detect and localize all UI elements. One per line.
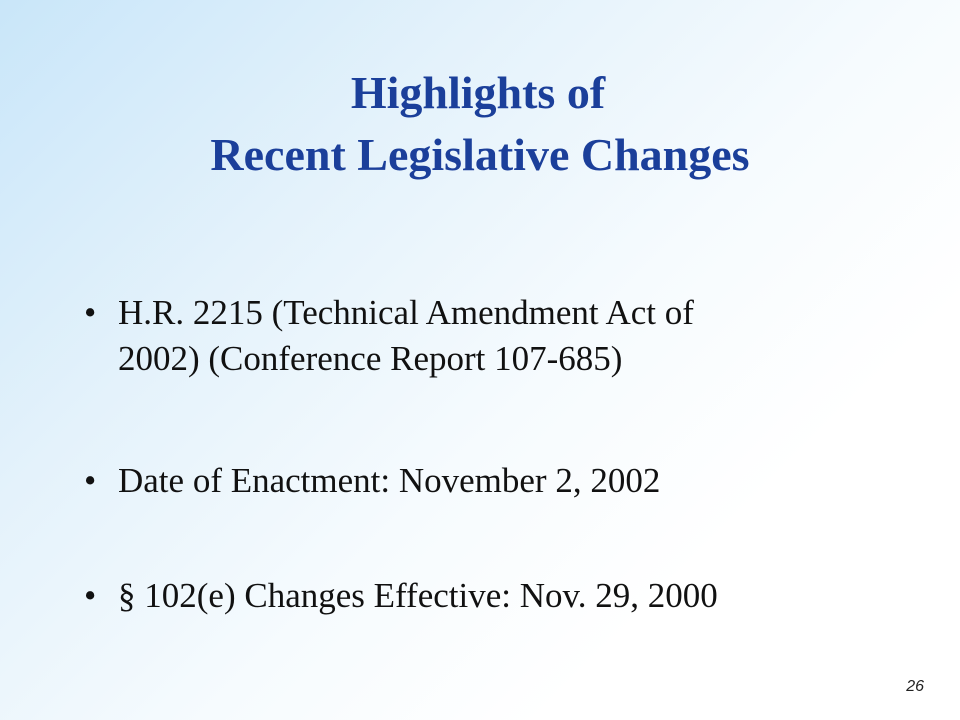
bullet-icon: • bbox=[84, 461, 97, 500]
page-number: 26 bbox=[906, 678, 924, 695]
bullet-item bbox=[80, 290, 900, 382]
bullet-text: Date of Enactment: November 2, 2002 bbox=[118, 461, 661, 500]
slide-title bbox=[0, 62, 960, 186]
bullet-item bbox=[80, 458, 938, 504]
title-line-1: Highlights of bbox=[350, 67, 606, 118]
title-line-2: Recent Legislative Changes bbox=[210, 129, 750, 180]
bullet-text: § 102(e) Changes Effective: Nov. 29, 2000 bbox=[118, 576, 718, 615]
bullet-item bbox=[80, 573, 938, 619]
bullet-icon: • bbox=[84, 293, 97, 332]
bullet-list bbox=[80, 290, 900, 615]
bullet-text-line-2: 2002) (Conference Report 107-685) bbox=[118, 339, 623, 378]
bullet-icon: • bbox=[84, 576, 97, 615]
bullet-text-line-1: H.R. 2215 (Technical Amendment Act of bbox=[118, 293, 694, 332]
